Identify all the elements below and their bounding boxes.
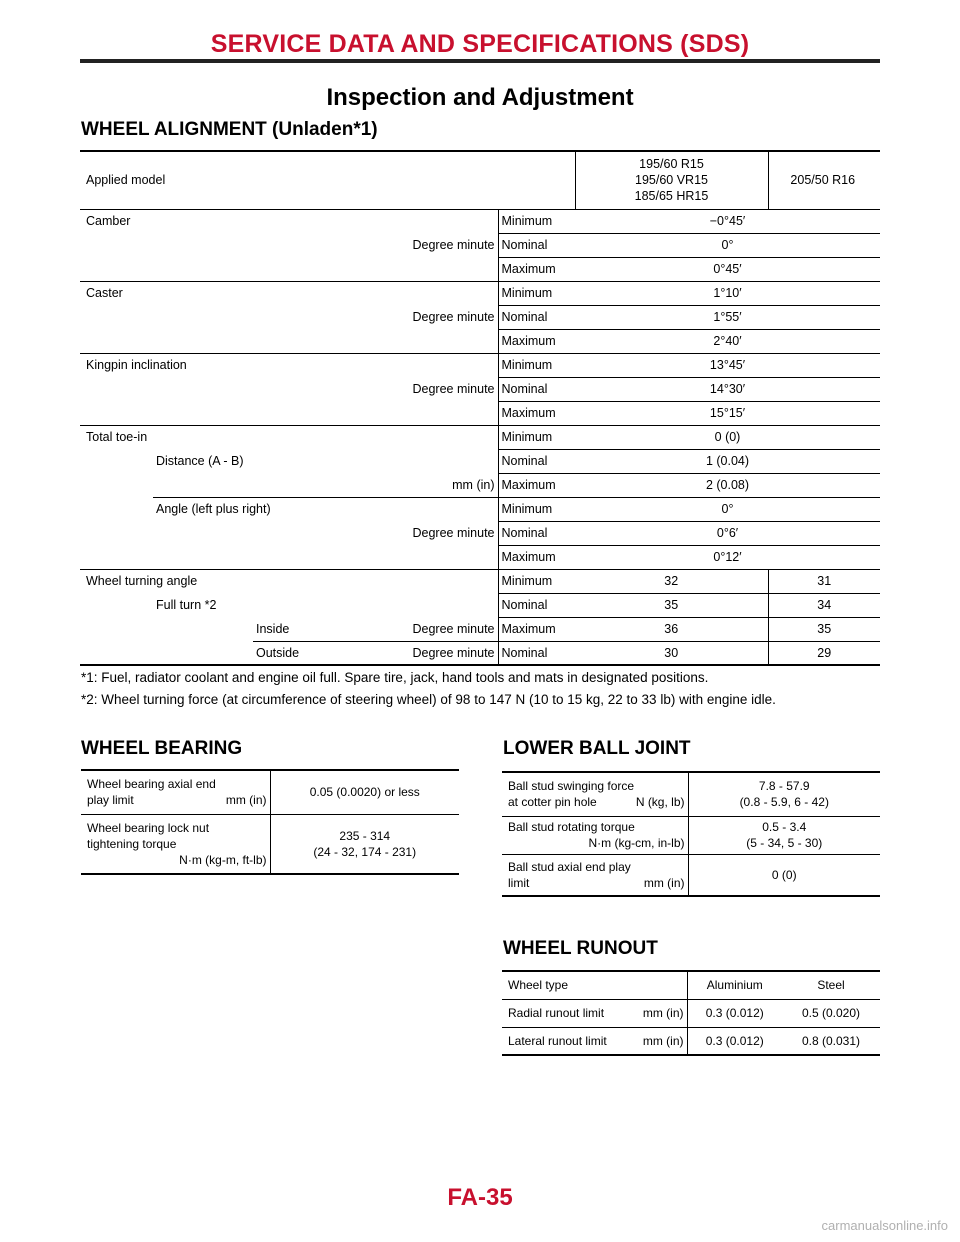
lbj-rotate-label-1: Ball stud rotating torque [508,820,635,834]
turning-value-1b: 31 [768,569,880,593]
camber-min-row [80,209,880,233]
maximum-label: Maximum [498,617,575,641]
wb-torque-unit: N·m (kg-m, ft-lb) [179,852,267,867]
degree-minute-unit: Degree minute [412,645,495,660]
degree-minute-unit: Degree minute [412,526,495,540]
lbj-axial-label-1: Ball stud axial end play [508,859,631,874]
toe-distance-max-value: 2 (0.08) [575,473,880,497]
turning-value-4a: 30 [664,645,679,660]
toe-angle-min-value: 0° [575,497,880,521]
minimum-label: Minimum [498,353,575,377]
runout-lateral-label: Lateral runout limit [508,1033,607,1048]
runout-header-steel: Steel [782,971,880,999]
wb-axial-unit: mm (in) [225,793,267,808]
lbj-axial-row [502,854,880,896]
turning-row-1 [80,569,880,593]
camber-nom-value: 0° [575,233,880,257]
wb-torque-row [81,814,459,874]
minimum-label: Minimum [498,209,575,233]
inside-cell [253,617,498,641]
lower-ball-joint-table [502,771,880,897]
degree-minute-unit: Degree minute [412,310,495,324]
toe-in-nom-row [80,449,880,473]
turning-label: Wheel turning angle [86,574,198,589]
runout-lateral-steel: 0.8 (0.031) [801,1033,861,1048]
camber-nom-row [80,233,880,257]
model-group-2: 205/50 R16 [768,151,880,209]
wheel-alignment-table [80,150,880,666]
degree-minute-unit: Degree minute [412,382,495,396]
runout-lateral-label-cell [502,1027,687,1055]
lbj-rotate-value-cell [688,816,880,854]
toe-angle-label: Angle (left plus right) [156,502,271,517]
applied-model-row [80,151,880,209]
lbj-rotate-unit: N·m (kg-cm, in-lb) [588,836,685,850]
lbj-axial-unit: mm (in) [643,875,685,890]
runout-header-aluminium: Aluminium [687,971,782,999]
watermark-link[interactable]: carmanualsonline.info [821,1218,948,1233]
wheel-runout-title: WHEEL RUNOUT [503,938,658,959]
lbj-swing-value-1: 7.8 - 57.9 [758,779,810,794]
toe-in-label: Total toe-in [86,430,148,445]
runout-radial-label-cell [502,999,687,1027]
lbj-rotate-label-cell [502,816,688,854]
nominal-label: Nominal [498,449,575,473]
kingpin-min-value: 13°45′ [575,353,880,377]
caster-min-value: 1°10′ [575,281,880,305]
wb-axial-label-1: Wheel bearing axial end [87,777,216,792]
nominal-label: Nominal [498,641,575,665]
degree-minute-unit: Degree minute [412,238,495,252]
header-rule [80,59,880,63]
lbj-swing-label-cell [502,772,688,816]
header-title: SERVICE DATA AND SPECIFICATIONS (SDS) [210,30,750,58]
turning-row-2 [80,593,880,617]
toe-in-max-row [80,473,880,497]
camber-max-row [80,257,880,281]
wb-torque-label-2: tightening torque [87,836,177,851]
runout-header-row [502,971,880,999]
lbj-axial-label-cell [502,854,688,896]
runout-lateral-row [502,1027,880,1055]
kingpin-nom-value: 14°30′ [575,377,880,401]
toe-angle-max-row [80,545,880,569]
kingpin-max-value: 15°15′ [575,401,880,425]
lbj-swing-unit: N (kg, lb) [635,795,685,810]
runout-radial-aluminium: 0.3 (0.012) [687,999,782,1027]
lbj-swing-value-2: (0.8 - 5.9, 6 - 42) [739,795,829,810]
page-number: FA-35 [447,1184,513,1211]
outside-cell [253,641,498,665]
caster-min-row [80,281,880,305]
kingpin-min-row [80,353,880,377]
turning-value-3b: 35 [768,617,880,641]
runout-lateral-aluminium: 0.3 (0.012) [687,1027,782,1055]
outside-label: Outside [256,645,300,660]
wb-axial-label-2: play limit [87,793,134,808]
nominal-label: Nominal [498,305,575,329]
full-turn-label: Full turn *2 [156,598,217,612]
camber-min-value: −0°45′ [575,209,880,233]
runout-lateral-unit: mm (in) [642,1033,684,1048]
applied-model-label: Applied model [80,151,575,209]
kingpin-nom-row [80,377,880,401]
kingpin-max-row [80,401,880,425]
nominal-label: Nominal [498,377,575,401]
wheel-runout-table [502,970,880,1056]
footnote-2: *2: Wheel turning force (at circumference of steering wheel) of 98 to 147 N (10 to 15 kg, 22 to 33 lb) with engine idle. [81,692,776,707]
caster-label: Caster [86,286,123,301]
minimum-label: Minimum [498,569,575,593]
lbj-swing-label-2: at cotter pin hole [508,795,597,810]
turning-value-3a: 36 [575,617,768,641]
inside-label: Inside [256,621,290,636]
lbj-swing-row [502,772,880,816]
wb-torque-value-cell [270,814,459,874]
nominal-label: Nominal [498,233,575,257]
nominal-label: Nominal [498,521,575,545]
wb-axial-row [81,770,459,814]
toe-in-min-row [80,425,880,449]
wheel-alignment-title: WHEEL ALIGNMENT (Unladen*1) [81,119,378,140]
lbj-rotate-row [502,816,880,854]
maximum-label: Maximum [498,545,575,569]
lbj-axial-label-2: limit [508,875,530,890]
toe-angle-nom-value: 0°6′ [575,521,880,545]
kingpin-label: Kingpin inclination [86,358,187,373]
wb-torque-label-cell [81,814,270,874]
camber-label: Camber [86,214,131,229]
toe-distance-unit: mm (in) [153,473,498,497]
maximum-label: Maximum [498,257,575,281]
wb-torque-label-1: Wheel bearing lock nut [87,820,210,835]
page-title: Inspection and Adjustment [326,84,634,111]
minimum-label: Minimum [498,425,575,449]
toe-angle-max-value: 0°12′ [575,545,880,569]
lbj-rotate-value-1: 0.5 - 3.4 [762,820,807,834]
minimum-label: Minimum [498,497,575,521]
runout-header-label: Wheel type [502,971,687,999]
toe-angle-nom-row [80,521,880,545]
runout-radial-row [502,999,880,1027]
turning-value-2b: 34 [768,593,880,617]
camber-max-value: 0°45′ [575,257,880,281]
toe-distance-min-value: 0 (0) [575,425,880,449]
model-1c: 185/65 HR15 [634,189,709,204]
wb-torque-value-1: 235 - 314 [339,828,391,843]
minimum-label: Minimum [498,281,575,305]
caster-nom-value: 1°55′ [575,305,880,329]
caster-max-value: 2°40′ [575,329,880,353]
caster-max-row [80,329,880,353]
runout-radial-unit: mm (in) [642,1006,684,1020]
footnote-1: *1: Fuel, radiator coolant and engine oil full. Spare tire, jack, hand tools and mats in designated positions. [81,670,709,685]
degree-minute-unit: Degree minute [412,621,495,636]
lbj-swing-label-1: Ball stud swinging force [508,779,635,794]
lbj-rotate-value-2: (5 - 34, 5 - 30) [746,836,823,850]
wb-axial-value: 0.05 (0.0020) or less [270,770,459,814]
runout-radial-label: Radial runout limit [508,1006,605,1020]
toe-angle-min-row [80,497,880,521]
toe-distance-nom-value: 1 (0.04) [575,449,880,473]
caster-nom-row [80,305,880,329]
turning-value-4b: 29 [768,641,880,665]
model-1a: 195/60 R15 [639,157,704,172]
toe-distance-label: Distance (A - B) [156,454,244,468]
lower-ball-joint-title: LOWER BALL JOINT [503,738,691,759]
turning-row-4 [80,641,880,665]
wheel-bearing-title: WHEEL BEARING [81,738,243,759]
model-group-1 [575,151,768,209]
wheel-bearing-table [81,769,459,875]
wb-axial-label-cell [81,770,270,814]
maximum-label: Maximum [498,329,575,353]
maximum-label: Maximum [498,473,575,497]
turning-value-2a: 35 [575,593,768,617]
lbj-axial-value: 0 (0) [688,854,880,896]
turning-value-1a: 32 [575,569,768,593]
wb-torque-value-2: (24 - 32, 174 - 231) [313,844,417,859]
maximum-label: Maximum [498,401,575,425]
nominal-label: Nominal [498,593,575,617]
runout-radial-steel: 0.5 (0.020) [782,999,880,1027]
lbj-swing-value-cell [688,772,880,816]
model-1b: 195/60 VR15 [635,173,708,188]
turning-row-3 [80,617,880,641]
